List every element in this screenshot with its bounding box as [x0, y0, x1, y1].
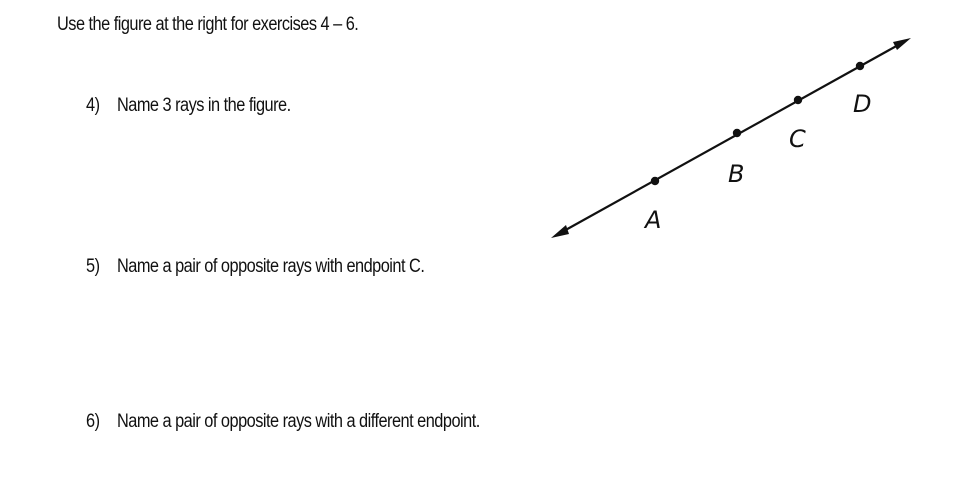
exercise-5	[86, 256, 424, 278]
arrowhead-right	[893, 38, 911, 50]
exercise-number: 5)	[86, 256, 100, 277]
point-c-label: C	[789, 125, 806, 153]
point-d-dot	[856, 62, 864, 70]
exercise-number: 6)	[86, 411, 100, 432]
point-a-label: A	[645, 206, 662, 234]
arrowhead-left	[551, 225, 569, 238]
exercise-6	[86, 411, 480, 433]
exercise-text: Name a pair of opposite rays with endpoint C.	[116, 256, 425, 277]
exercise-text: Name a pair of opposite rays with a different endpoint.	[116, 411, 480, 432]
point-c-dot	[794, 96, 802, 104]
exercise-text: Name 3 rays in the figure.	[116, 95, 291, 116]
exercise-4	[86, 95, 291, 117]
point-b-label: B	[728, 160, 745, 188]
point-a-dot	[651, 177, 659, 185]
exercise-number: 4)	[86, 95, 100, 116]
point-d-label: D	[853, 90, 872, 118]
line-figure	[540, 30, 920, 240]
instructions: Use the figure at the right for exercises 4 – 6.	[57, 14, 359, 35]
point-b-dot	[733, 129, 741, 137]
